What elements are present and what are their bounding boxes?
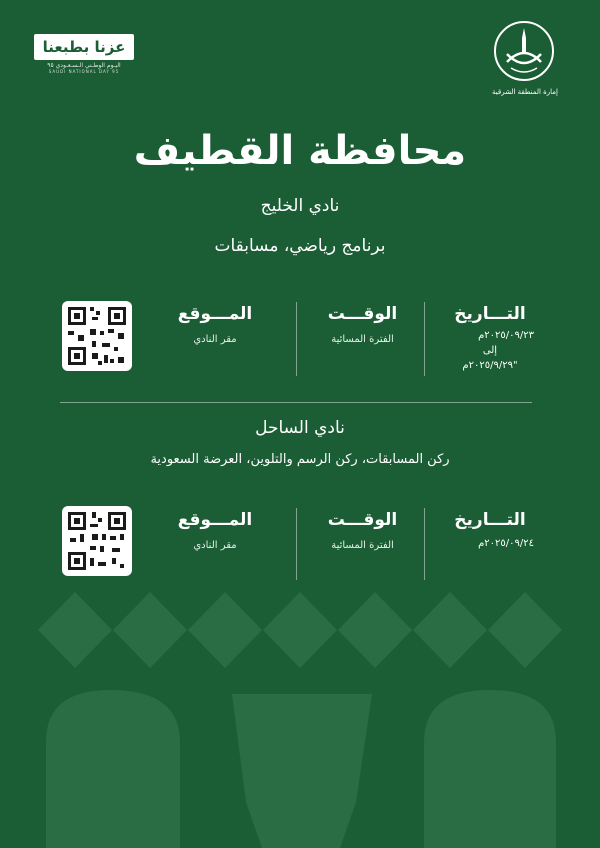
divider xyxy=(296,302,297,376)
club2-description: ركن المسابقات، ركن الرسم والتلوين، العرضة السعودية xyxy=(150,452,450,467)
divider xyxy=(424,508,425,580)
club1-program: برنامج رياضي، مسابقات xyxy=(214,236,386,256)
club1-time-value: الفترة المسائية xyxy=(331,334,394,345)
club1-location-heading: المـــوقع xyxy=(177,304,253,324)
qr-code-icon[interactable] xyxy=(62,301,132,371)
club1-date-heading: التـــاريخ xyxy=(454,304,526,324)
club1-location-column xyxy=(160,304,270,345)
club2-date-heading: التـــاريخ xyxy=(454,510,526,530)
national-day-logo-subtitle: اليـوم الوطـني الـسـعـودي ٩٥ xyxy=(47,62,121,69)
club2-time-column xyxy=(305,510,420,551)
club1-name: نادي الخليج xyxy=(260,196,340,216)
qr-code-icon[interactable] xyxy=(62,506,132,576)
national-day-logo-text: عزنا بطبعنا xyxy=(34,34,134,60)
club2-time-heading: الوقـــت xyxy=(327,510,398,530)
national-day-logo xyxy=(34,34,134,76)
club1-date-column xyxy=(440,304,540,371)
club2-name: نادي الساحل xyxy=(255,418,345,438)
club1-date-end: ٢٠٢٥/٩/٢٩م" xyxy=(462,360,518,371)
emblem-icon xyxy=(493,18,555,84)
section-divider xyxy=(60,402,532,403)
page-title: محافظة القطيف xyxy=(133,128,467,174)
club2-date-column xyxy=(440,510,540,549)
divider xyxy=(296,508,297,580)
club2-time-value: الفترة المسائية xyxy=(331,540,394,551)
club1-location-value: مقر النادي xyxy=(193,334,237,345)
club2-location-value: مقر النادي xyxy=(193,540,237,551)
emblem-label: إمارة المنطقة الشرقية xyxy=(492,88,558,96)
club2-location-heading: المـــوقع xyxy=(177,510,253,530)
club2-date-value: ٢٠٢٥/٠٩/٢٤م xyxy=(478,538,534,549)
club2-location-column xyxy=(160,510,270,551)
club1-time-column xyxy=(305,304,420,345)
national-day-logo-english: SAUDI NATIONAL DAY 95 xyxy=(48,69,120,74)
club1-date-to: إلى xyxy=(482,345,498,356)
club1-time-heading: الوقـــت xyxy=(327,304,398,324)
divider xyxy=(424,302,425,376)
decorative-pattern-icon xyxy=(0,592,600,848)
club1-date-start: ٢٠٢٥/٠٩/٢٣م xyxy=(478,330,534,341)
